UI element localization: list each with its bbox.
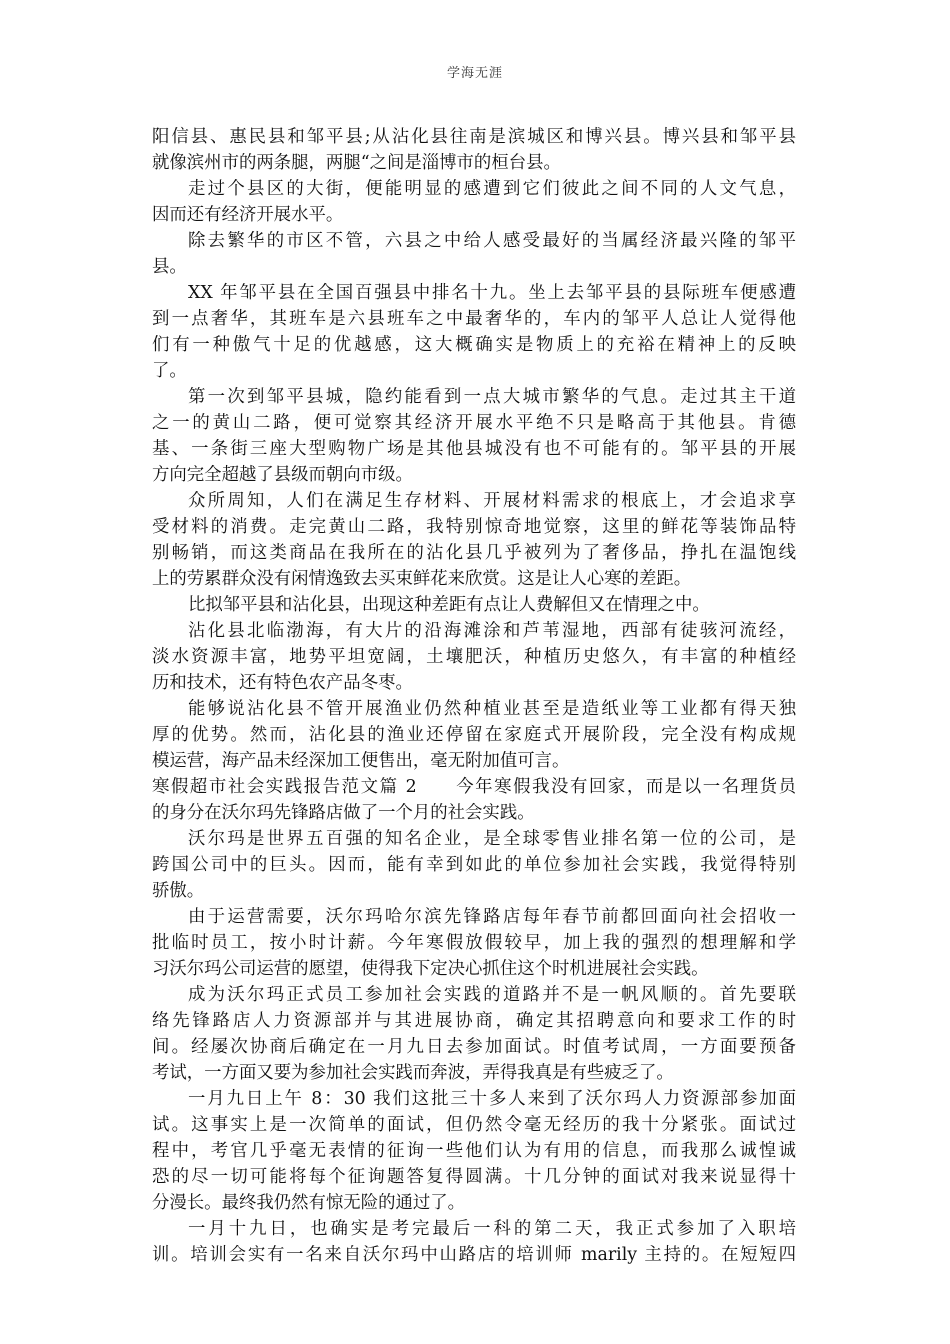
text-line: 训。培训会实有一名来自沃尔玛中山路店的培训师 marily 主持的。在短短四 [152, 1245, 796, 1265]
text-line: 程中，考官几乎毫无表情的征询一些他们认为有用的信息，而我那么诚惶诚 [152, 1141, 796, 1161]
text-line: 别畅销，而这类商品在我所在的沾化县几乎被列为了奢侈品，挣扎在温饱线 [152, 543, 796, 563]
text-line: 考试，一方面又要为参加社会实践而奔波，弄得我真是有些疲乏了。 [152, 1063, 674, 1083]
text-line: 恐的尽一切可能将每个征询题答复得圆满。十几分钟的面试对我来说显得十 [152, 1167, 796, 1187]
text-line: 间。经屡次协商后确定在一月九日去参加面试。时值考试周，一方面要预备 [152, 1037, 796, 1057]
text-line: 们有一种傲气十足的优越感，这大概确实是物质上的充裕在精神上的反映 [152, 335, 796, 355]
text-line: 方向完全超越了县级而朝向市级。 [152, 465, 413, 485]
text-line: 沾化县北临渤海，有大片的沿海滩涂和芦苇湿地，西部有徒骇河流经， [188, 621, 796, 641]
text-line: 受材料的消费。走完黄山二路，我特别惊奇地觉察，这里的鲜花等装饰品特 [152, 517, 796, 537]
text-line: 到一点奢华，其班车是六县班车之中最奢华的，车内的邹平人总让人觉得他 [152, 309, 796, 329]
text-line: 上的劳累群众没有闲情逸致去买束鲜花来欣赏。这是让人心寒的差距。 [152, 569, 692, 589]
text-line: 县。 [152, 257, 187, 277]
text-line: 分漫长。最终我仍然有惊无险的通过了。 [152, 1193, 466, 1213]
text-line: 能够说沾化县不管开展渔业仍然种植业甚至是造纸业等工业都有得天独 [188, 699, 796, 719]
text-line: 历和技术，还有特色农产品冬枣。 [152, 673, 413, 693]
document-body [152, 124, 796, 1268]
text-line: 除去繁华的市区不管，六县之中给人感受最好的当属经济最兴隆的邹平 [188, 231, 796, 251]
text-line: 因而还有经济开展水平。 [152, 205, 344, 225]
text-line: 试。这事实上是一次简单的面试，但仍然令毫无经历的我十分紧张。面试过 [152, 1115, 796, 1135]
text-line: 跨国公司中的巨头。因而，能有幸到如此的单位参加社会实践，我觉得特别 [152, 855, 796, 875]
text-line: 厚的优势。然而，沾化县的渔业还停留在家庭式开展阶段，完全没有构成规 [152, 725, 796, 745]
text-line: 走过个县区的大街，便能明显的感遭到它们彼此之间不同的人文气息， [188, 179, 796, 199]
text-line: 了。 [152, 361, 187, 381]
text-line: 骄傲。 [152, 881, 205, 901]
text-line: XX 年邹平县在全国百强县中排名十九。坐上去邹平县的县际班车便感遭 [188, 283, 796, 303]
text-line: 就像滨州市的两条腿，两腿“之间是淄博市的桓台县。 [152, 153, 561, 173]
text-line: 比拟邹平县和沾化县，出现这种差距有点让人费解但又在情理之中。 [188, 595, 710, 615]
text-line: 络先锋路店人力资源部并与其进展协商，确定其招聘意向和要求工作的时 [152, 1011, 796, 1031]
text-line: 的身分在沃尔玛先锋路店做了一个月的社会实践。 [152, 803, 535, 823]
text-line: 批临时员工，按小时计薪。今年寒假放假较早，加上我的强烈的想理解和学 [152, 933, 796, 953]
text-line: 成为沃尔玛正式员工参加社会实践的道路并不是一帆风顺的。首先要联 [188, 985, 796, 1005]
text-line: 习沃尔玛公司运营的愿望，使得我下定决心抓住这个时机进展社会实践。 [152, 959, 709, 979]
text-line: 众所周知，人们在满足生存材料、开展材料需求的根底上，才会追求享 [188, 491, 796, 511]
text-line: 模运营，海产品未经深加工便售出，毫无附加值可言。 [152, 751, 570, 771]
text-line: 沃尔玛是世界五百强的知名企业，是全球零售业排名第一位的公司，是 [188, 829, 796, 849]
page-header: 学海无涯 [446, 66, 503, 81]
text-line: 阳信县、惠民县和邹平县;从沾化县往南是滨城区和博兴县。博兴县和邹平县 [152, 127, 796, 147]
text-line: 第一次到邹平县城，隐约能看到一点大城市繁华的气息。走过其主干道 [188, 387, 796, 407]
text-line: 淡水资源丰富，地势平坦宽阔，土壤肥沃，种植历史悠久，有丰富的种植经 [152, 647, 796, 667]
text-line: 一月十九日，也确实是考完最后一科的第二天，我正式参加了入职培 [188, 1219, 796, 1239]
text-line: 之一的黄山二路，便可觉察其经济开展水平绝不只是略高于其他县。肯德 [152, 413, 796, 433]
text-line: 由于运营需要，沃尔玛哈尔滨先锋路店每年春节前都回面向社会招收一 [188, 907, 796, 927]
text-line: 一月九日上午 8：30 我们这批三十多人来到了沃尔玛人力资源部参加面 [188, 1089, 796, 1109]
text-line: 基、一条街三座大型购物广场是其他县城没有也不可能有的。邹平县的开展 [152, 439, 796, 459]
text-line: 寒假超市社会实践报告范文篇 2 今年寒假我没有回家，而是以一名理货员 [152, 777, 796, 797]
